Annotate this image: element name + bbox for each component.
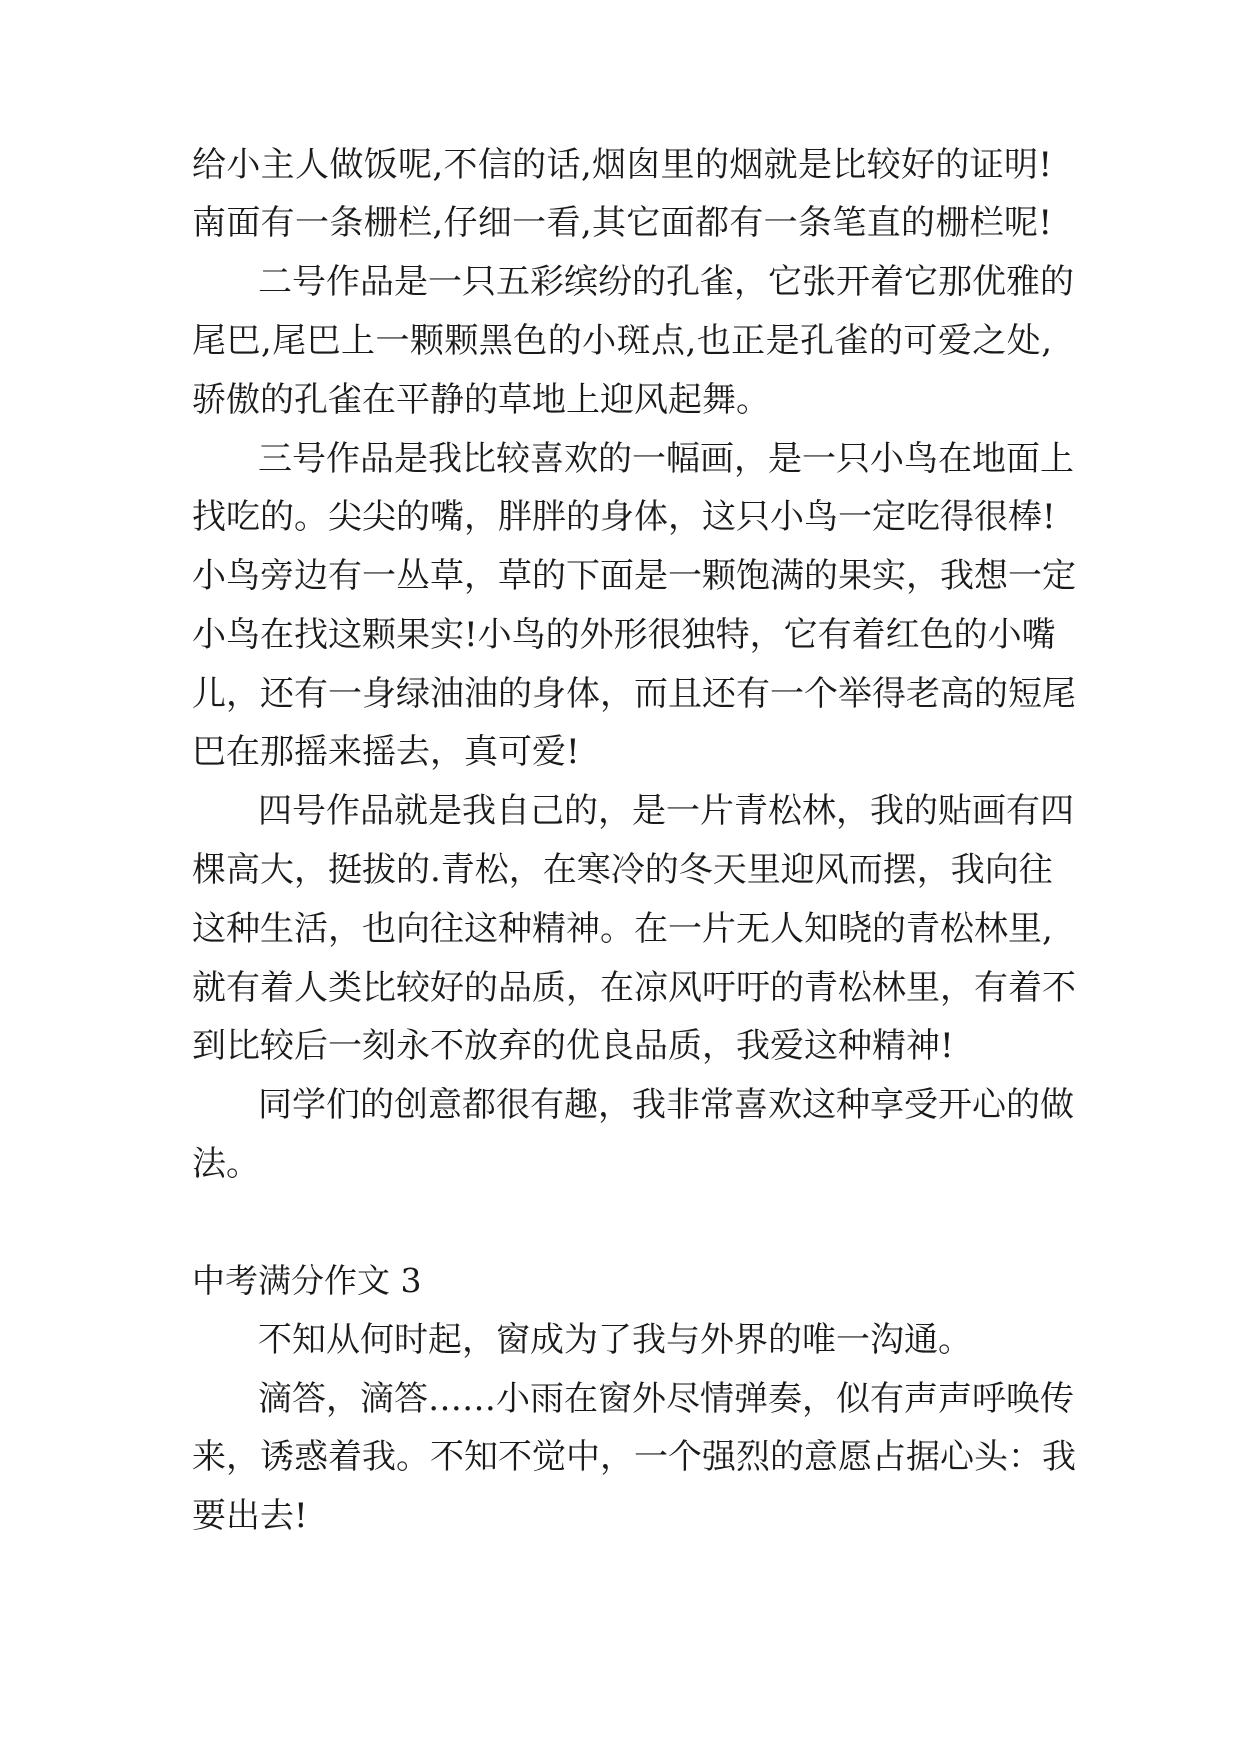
text-line: 给小主人做饭呢,不信的话,烟囱里的烟就是比较好的证明! <box>192 145 1052 185</box>
text-line: 四号作品就是我自己的，是一片青松林，我的贴画有四 <box>258 791 1074 831</box>
text-line: 儿，还有一身绿油油的身体，而且还有一个举得老高的短尾 <box>192 674 1076 714</box>
text-line: 小鸟旁边有一丛草，草的下面是一颗饱满的果实，我想一定 <box>192 556 1076 596</box>
section-heading: 中考满分作文 3 <box>192 1261 422 1300</box>
text-line: 找吃的。尖尖的嘴，胖胖的身体，这只小鸟一定吃得很棒! <box>192 497 1056 537</box>
text-line: 南面有一条栅栏,仔细一看,其它面都有一条笔直的栅栏呢! <box>192 203 1052 243</box>
text-line: 这种生活，也向往这种精神。在一片无人知晓的青松林里, <box>192 909 1053 949</box>
text-line: 小鸟在找这颗果实!小鸟的外形很独特，它有着红色的小嘴 <box>192 615 1056 655</box>
text-line: 就有着人类比较好的品质，在凉风吁吁的青松林里，有着不 <box>192 968 1076 1008</box>
text-line: 法。 <box>192 1144 260 1184</box>
text-line: 同学们的创意都很有趣，我非常喜欢这种享受开心的做 <box>258 1085 1074 1125</box>
text-line: 滴答，滴答……小雨在窗外尽情弹奏，似有声声呼唤传 <box>258 1379 1074 1419</box>
text-line: 尾巴,尾巴上一颗颗黑色的小斑点,也正是孔雀的可爱之处, <box>192 321 1052 361</box>
text-line: 骄傲的孔雀在平静的草地上迎风起舞。 <box>192 380 770 420</box>
text-line: 不知从何时起，窗成为了我与外界的唯一沟通。 <box>258 1320 972 1360</box>
text-line: 三号作品是我比较喜欢的一幅画，是一只小鸟在地面上 <box>258 439 1074 479</box>
text-line: 来，诱惑着我。不知不觉中，一个强烈的意愿占据心头：我 <box>192 1437 1076 1477</box>
text-line: 二号作品是一只五彩缤纷的孔雀，它张开着它那优雅的 <box>258 262 1074 302</box>
text-line: 棵高大，挺拔的.青松，在寒冷的冬天里迎风而摆，我向往 <box>192 850 1053 890</box>
text-line: 要出去! <box>192 1496 308 1536</box>
text-line: 巴在那摇来摇去，真可爱! <box>192 732 580 772</box>
text-line: 到比较后一刻永不放弃的优良品质，我爱这种精神! <box>192 1026 954 1066</box>
